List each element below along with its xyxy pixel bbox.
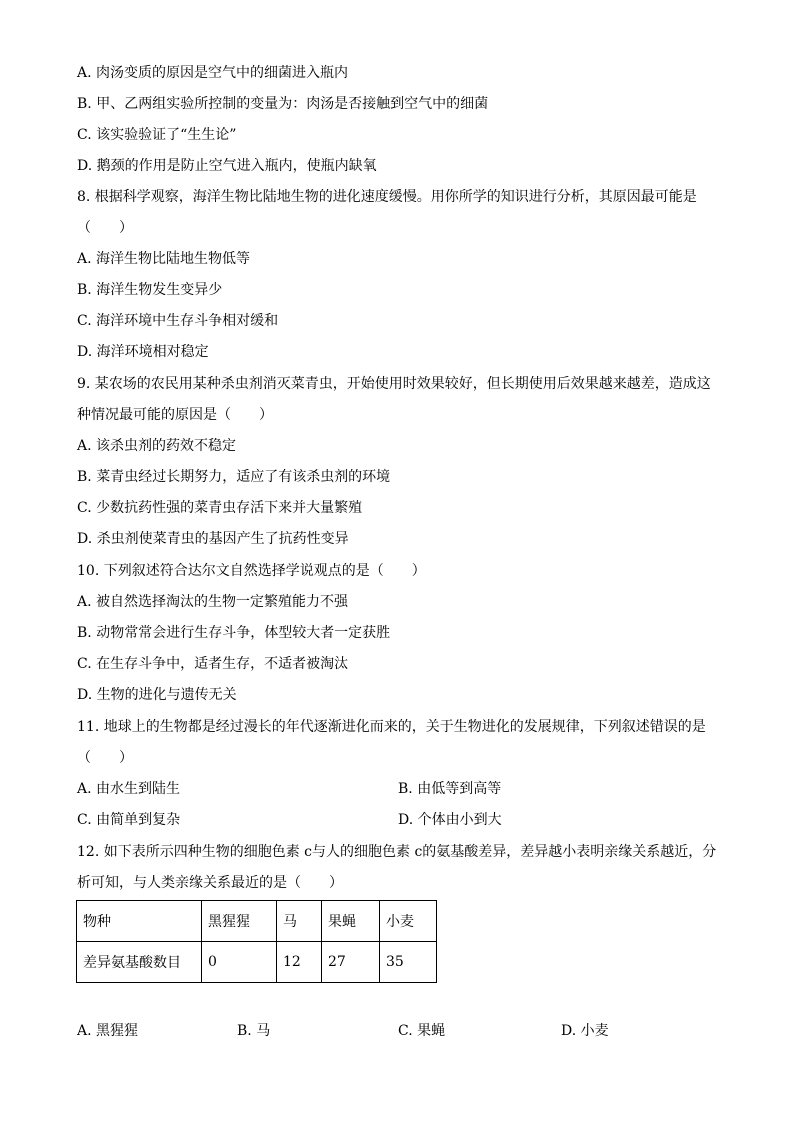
table-cell: 马 (277, 901, 322, 942)
q11-option-a: A. 由水生到陆生 (77, 781, 181, 797)
q8-option-d: D. 海洋环境相对稳定 (77, 344, 209, 360)
q12-stem-line1: 12. 如下表所示四种生物的细胞色素 c与人的细胞色素 c的氨基酸差异，差异越小表明亲缘关系越近，分 (77, 844, 717, 860)
q11-option-b: B. 由低等到高等 (398, 781, 502, 797)
table-cell: 小麦 (380, 901, 437, 942)
q7-option-a: A. 肉汤变质的原因是空气中的细菌进入瓶内 (77, 65, 349, 81)
table-cell: 黑猩猩 (202, 901, 277, 942)
q11-stem-line1: 11. 地球上的生物都是经过漫长的年代逐渐进化而来的，关于生物进化的发展规律，下列叙述错误的是 (77, 719, 706, 735)
q12-option-d: D. 小麦 (561, 1023, 609, 1039)
q9-option-c: C. 少数抗药性强的菜青虫存活下来并大量繁殖 (77, 500, 363, 516)
table-cell: 差异氨基酸数目 (77, 942, 202, 983)
q8-stem-line1: 8. 根据科学观察，海洋生物比陆地生物的进化速度缓慢。用你所学的知识进行分析，其原因最可能是 (77, 189, 697, 205)
q7-option-b: B. 甲、乙两组实验所控制的变量为：肉汤是否接触到空气中的细菌 (77, 96, 489, 112)
q10-stem: 10. 下列叙述符合达尔文自然选择学说观点的是（ ） (77, 563, 426, 579)
table-cell: 0 (202, 942, 277, 983)
table-row (77, 901, 437, 942)
q11-option-d: D. 个体由小到大 (398, 812, 502, 828)
species-difference-table (76, 900, 437, 983)
table-cell: 物种 (77, 901, 202, 942)
q9-option-d: D. 杀虫剂使菜青虫的基因产生了抗药性变异 (77, 531, 349, 547)
q7-option-c: C. 该实验验证了“生生论” (77, 127, 237, 143)
q11-option-c: C. 由简单到复杂 (77, 812, 181, 828)
q10-option-a: A. 被自然选择淘汰的生物一定繁殖能力不强 (77, 594, 349, 610)
q12-option-a: A. 黑猩猩 (77, 1023, 139, 1039)
q8-stem-line2: （ ） (77, 220, 133, 236)
q9-option-b: B. 菜青虫经过长期努力，适应了有该杀虫剂的环境 (77, 469, 391, 485)
table-cell: 12 (277, 942, 322, 983)
q10-option-b: B. 动物常常会进行生存斗争，体型较大者一定获胜 (77, 625, 391, 641)
table-row (77, 942, 437, 983)
q9-stem-line2: 种情况最可能的原因是（ ） (77, 407, 273, 423)
q9-stem-line1: 9. 某农场的农民用某种杀虫剂消灭菜青虫，开始使用时效果较好，但长期使用后效果越来越差，造成这 (77, 376, 711, 392)
q8-option-b: B. 海洋生物发生变异少 (77, 282, 223, 298)
q10-option-d: D. 生物的进化与遗传无关 (77, 687, 237, 703)
q8-option-c: C. 海洋环境中生存斗争相对缓和 (77, 313, 279, 329)
table-cell: 27 (322, 942, 380, 983)
q11-stem-line2: （ ） (77, 750, 133, 766)
q9-option-a: A. 该杀虫剂的药效不稳定 (77, 438, 237, 454)
table-cell: 果蝇 (322, 901, 380, 942)
q12-option-c: C. 果蝇 (398, 1023, 446, 1039)
q8-option-a: A. 海洋生物比陆地生物低等 (77, 251, 251, 267)
table-cell: 35 (380, 942, 437, 983)
q7-option-d: D. 鹅颈的作用是防止空气进入瓶内，使瓶内缺氧 (77, 158, 377, 174)
q12-stem-line2: 析可知，与人类亲缘关系最近的是（ ） (77, 875, 343, 891)
q12-option-b: B. 马 (237, 1023, 271, 1039)
q10-option-c: C. 在生存斗争中，适者生存，不适者被淘汰 (77, 656, 349, 672)
